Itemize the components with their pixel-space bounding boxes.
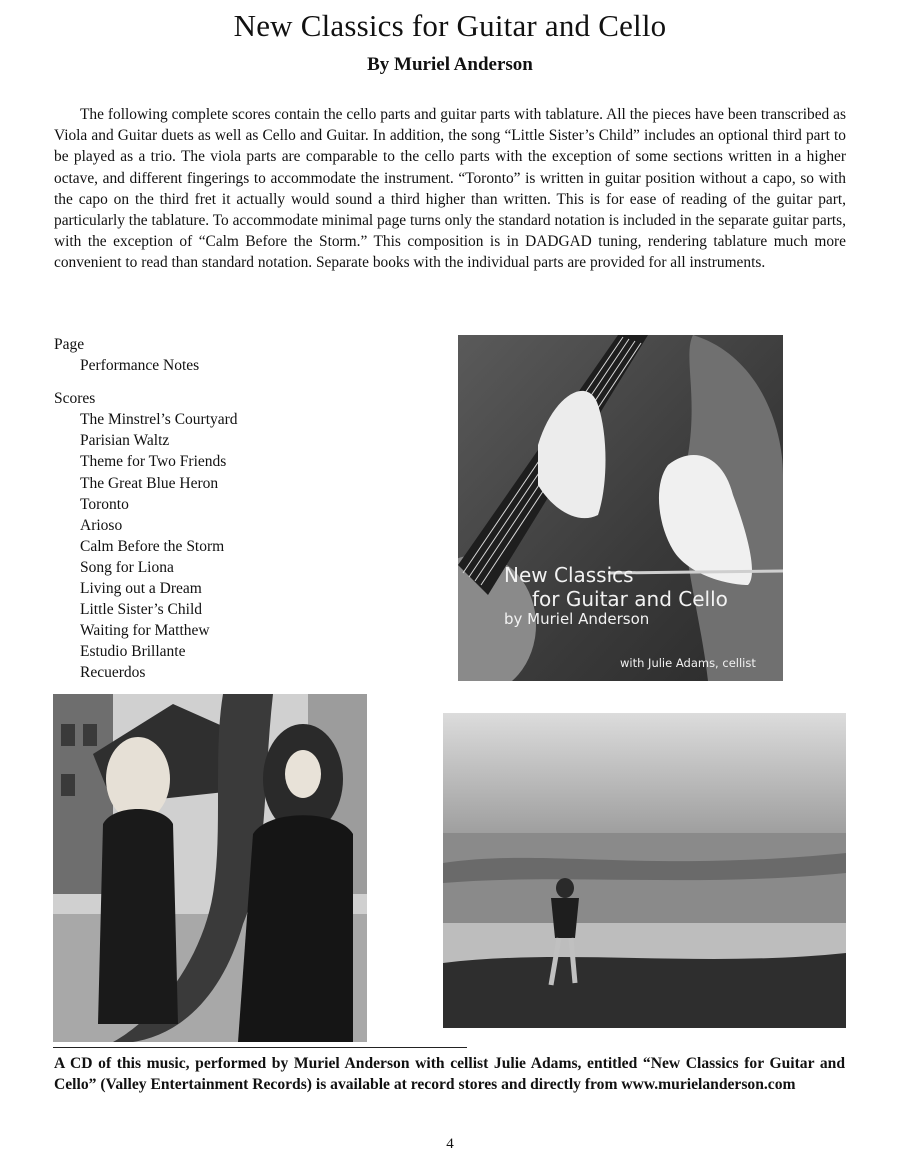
- toc-score-item: Recuerdos: [80, 664, 146, 682]
- cover-title-line2: for Guitar and Cello: [532, 587, 728, 611]
- toc-score-item: Toronto: [80, 495, 129, 513]
- toc-score-item: Arioso: [80, 516, 123, 534]
- toc-score-item: Estudio Brillante: [80, 643, 186, 661]
- toc-item-performance-notes: Performance Notes: [80, 357, 200, 375]
- author-byline: By Muriel Anderson: [367, 54, 533, 75]
- cover-author-line: by Muriel Anderson: [504, 610, 650, 628]
- toc-scores-label: Scores: [54, 390, 96, 408]
- footer-cd-info: A CD of this music, performed by Muriel Anderson with cellist Julie Adams, entitled “New Classics for Guitar and Cello” (Valley Entertainment Records) is available at record stores and directly from www.murielanderson.com: [54, 1055, 845, 1094]
- toc-page-label: Page: [54, 336, 85, 353]
- cd-cover-artwork: [458, 335, 783, 681]
- cover-title-line1: New Classics: [504, 563, 634, 587]
- toc-score-item: Waiting for Matthew: [80, 622, 210, 640]
- toc-score-item: Parisian Waltz: [80, 432, 170, 450]
- cd-cover-image: [458, 335, 783, 681]
- toc-score-item: The Minstrel’s Courtyard: [80, 411, 238, 429]
- table-of-contents: [54, 334, 434, 684]
- footer-divider: [53, 1047, 467, 1048]
- toc-score-item: Song for Liona: [80, 558, 174, 576]
- toc-score-item: Theme for Two Friends: [80, 453, 227, 471]
- toc-score-item: The Great Blue Heron: [80, 474, 219, 492]
- duo-photo-artwork: [53, 694, 367, 1042]
- intro-paragraph: The following complete scores contain the cello parts and guitar parts with tablature. All the pieces have been transcribed as Viola and Guitar duets as well as Cello and Guitar. In addition, the song “Little Sister’s Child” includes an optional third part to be played as a trio. The viola parts are comparable to the cello parts with the exception of some sections written in a higher octave, and different fingerings to accommodate the instrument. “Toronto” is written in guitar position without a capo, so with the capo on the third fret it actually would sound a third higher than written. This is for ease of reading of the guitar part, particularly the tablature. To accommodate minimal page turns only the standard notation is included in the separate guitar parts, with the exception of “Calm Before the Storm.” This composition is in DADGAD tuning, rendering tablature much more convenient to read than standard notation. Separate books with the individual parts are provided for all instruments.: [54, 106, 846, 272]
- beach-photo: [443, 713, 846, 1028]
- duo-photo: [53, 694, 367, 1042]
- toc-score-item: Little Sister’s Child: [80, 601, 202, 619]
- toc-score-item: Living out a Dream: [80, 580, 202, 598]
- cover-credit-line: with Julie Adams, cellist: [620, 656, 756, 670]
- page-number: 4: [446, 1136, 454, 1152]
- page-title: New Classics for Guitar and Cello: [233, 8, 667, 43]
- beach-photo-artwork: [443, 713, 846, 1028]
- toc-score-item: Calm Before the Storm: [80, 537, 225, 555]
